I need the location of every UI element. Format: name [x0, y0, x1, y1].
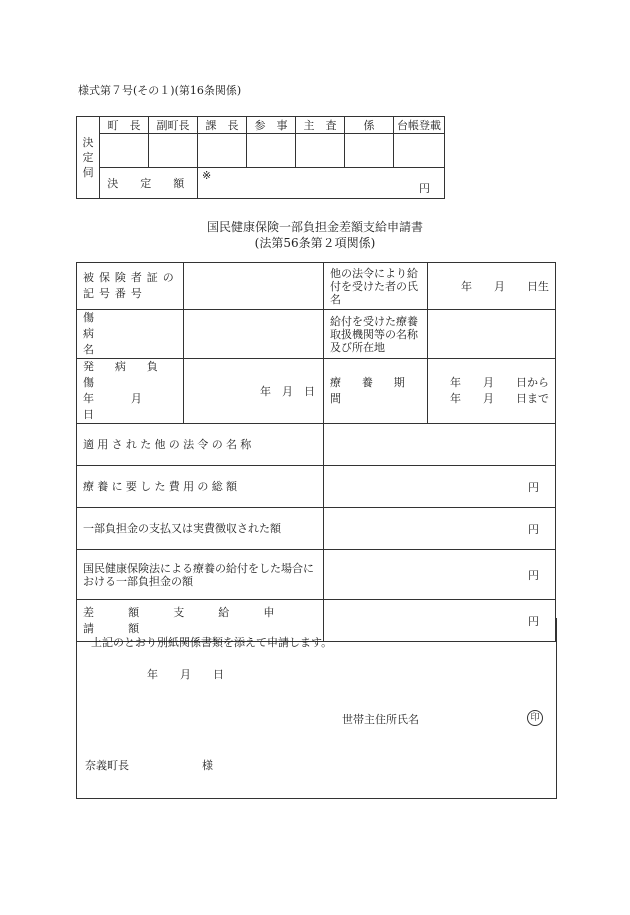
stamp-fukuchocho[interactable] — [149, 134, 198, 168]
onset-date-field[interactable]: 年 月 日 — [184, 359, 324, 424]
header-shusa: 主 査 — [296, 117, 345, 134]
header-fukuchocho: 副町長 — [149, 117, 198, 134]
seal-mark — [527, 710, 543, 726]
kettei-gaku-field[interactable] — [198, 168, 445, 199]
header-kakari: 係 — [345, 117, 394, 134]
paid-copay-field[interactable]: 円 — [324, 508, 556, 550]
document-subtitle: (法第56条第２項関係) — [254, 236, 376, 250]
period-field[interactable]: 年 月 日から 年 月 日まで — [428, 359, 556, 424]
stamp-chocho[interactable] — [100, 134, 149, 168]
householder-label: 世帯主住所氏名 — [342, 713, 419, 726]
nhi-copay-field[interactable]: 円 — [324, 550, 556, 600]
birth-date-field[interactable]: 年 月 日生 — [428, 263, 556, 310]
stamp-sanji[interactable] — [247, 134, 296, 168]
onset-label: 発 病 負 傷 年 月 日 — [77, 359, 184, 424]
yen-unit: 円 — [419, 182, 430, 195]
injury-field[interactable] — [184, 310, 324, 359]
declaration-date[interactable]: 年 月 日 — [147, 668, 224, 681]
applied-law-field[interactable] — [324, 424, 556, 466]
kettei-gaku-label: 決 定 額 — [100, 168, 198, 199]
facility-label: 給付を受けた療養取扱機関等の名称及び所在地 — [324, 310, 428, 359]
document-title: 国民健康保険一部負担金差額支給申請書 — [206, 220, 423, 234]
stamp-daicho[interactable] — [394, 134, 445, 168]
total-cost-field[interactable]: 円 — [324, 466, 556, 508]
other-law-name-label: 他の法令により給付を受けた者の氏名 — [324, 263, 428, 310]
header-sanji: 参 事 — [247, 117, 296, 134]
stamp-shusa[interactable] — [296, 134, 345, 168]
diff-apply-label: 差 額 支 給 申 請 額 — [77, 600, 324, 642]
stamp-kacho[interactable] — [198, 134, 247, 168]
nhi-copay-label: 国民健康保険法による療養の給付をした場合における一部負担金の額 — [77, 550, 324, 600]
declaration-box — [76, 618, 557, 799]
applied-law-label: 適用された他の法令の名称 — [77, 424, 324, 466]
facility-field[interactable] — [428, 310, 556, 359]
seal-icon: 印 — [527, 710, 543, 726]
sama-label: 様 — [202, 759, 213, 772]
injury-label: 傷 病 名 — [77, 310, 184, 359]
diff-apply-field[interactable]: 円 — [324, 600, 556, 642]
application-table — [76, 262, 556, 642]
addressee-label: 奈義町長 — [85, 759, 129, 772]
note-mark: ※ — [202, 169, 212, 182]
approval-table — [76, 116, 445, 199]
header-kacho: 課 長 — [198, 117, 247, 134]
total-cost-label: 療養に要した費用の総額 — [77, 466, 324, 508]
stamp-kakari[interactable] — [345, 134, 394, 168]
insured-no-label: 被保険者証の記号番号 — [77, 263, 184, 310]
period-label: 療 養 期 間 — [324, 359, 428, 424]
paid-copay-label: 一部負担金の支払又は実費徴収された額 — [77, 508, 324, 550]
header-chocho: 町 長 — [100, 117, 149, 134]
form-number-label: 様式第７号(その１)(第16条関係) — [78, 84, 242, 97]
header-daicho: 台帳登載 — [394, 117, 445, 134]
approval-side-label: 決 定 伺 — [77, 117, 100, 199]
declaration-text: 上記のとおり別紙関係書類を添えて申請します。 — [91, 636, 333, 649]
insured-no-field[interactable] — [184, 263, 324, 310]
